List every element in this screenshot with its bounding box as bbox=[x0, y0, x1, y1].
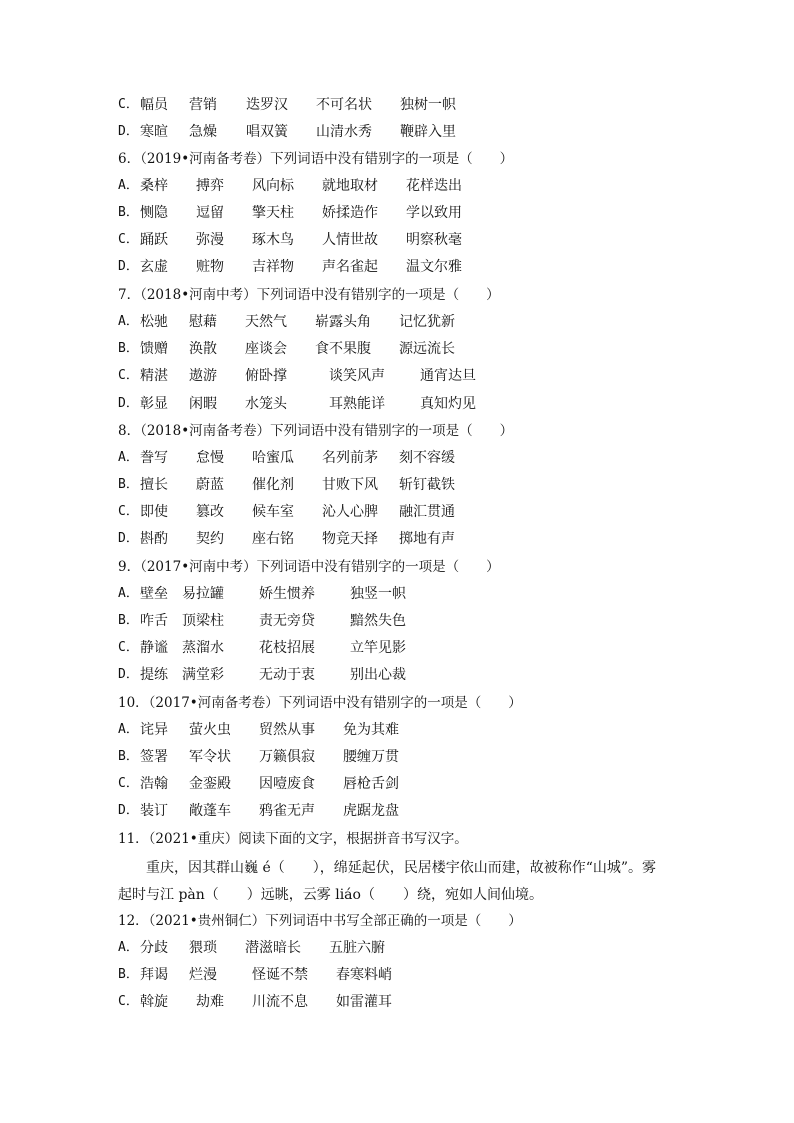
option-letter: D． bbox=[118, 803, 139, 818]
option-word: 弥漫 bbox=[196, 232, 224, 248]
option-word: 浩翰 bbox=[140, 776, 168, 792]
option-word: 斡旋 bbox=[140, 994, 168, 1010]
option-word: 腰缠万贯 bbox=[343, 749, 399, 765]
option-word: 烂漫 bbox=[189, 967, 217, 983]
option-letter: B． bbox=[118, 613, 139, 628]
option-letter: C． bbox=[118, 504, 139, 519]
option-word: 座谈会 bbox=[245, 341, 287, 357]
option-word: 契约 bbox=[196, 531, 224, 547]
option-word: 精湛 bbox=[140, 368, 168, 384]
option-word: 敞蓬车 bbox=[189, 803, 231, 819]
option-word: 提练 bbox=[140, 667, 168, 683]
option-letter: A． bbox=[118, 586, 139, 601]
option-word: 怪诞不禁 bbox=[252, 967, 308, 983]
option-word: 人情世故 bbox=[322, 232, 378, 248]
option-word: 风向标 bbox=[252, 178, 294, 194]
option-word: 易拉罐 bbox=[182, 586, 224, 602]
question-text: 6．（2019•河南备考卷）下列词语中没有错别字的一项是（ ） bbox=[118, 151, 514, 167]
question-text: 7．（2018•河南中考）下列词语中没有错别字的一项是（ ） bbox=[118, 287, 500, 303]
question-text: 10．（2017•河南备考卷）下列词语中没有错别字的一项是（ ） bbox=[118, 695, 522, 711]
option-word: 涣散 bbox=[189, 341, 217, 357]
option-word: 拜谒 bbox=[140, 967, 168, 983]
option-word: 就地取材 bbox=[322, 178, 378, 194]
option-word: 声名雀起 bbox=[322, 259, 378, 275]
question-text: 9．（2017•河南中考）下列词语中没有错别字的一项是（ ） bbox=[118, 559, 500, 575]
option-word: 誊写 bbox=[140, 450, 168, 466]
paragraph-text: 起时与江 pàn（ ）远眺，云雾 liáo（ ）绕，宛如人间仙境。 bbox=[118, 887, 543, 903]
option-word: 名列前茅 bbox=[322, 450, 378, 466]
option-word: 俯卧撑 bbox=[245, 368, 287, 384]
option-letter: A． bbox=[118, 314, 139, 329]
option-letter: C． bbox=[118, 97, 139, 112]
option-word: 顶梁柱 bbox=[182, 613, 224, 629]
option-word: 花样迭出 bbox=[406, 178, 462, 194]
option-word: 分歧 bbox=[140, 940, 168, 956]
option-word: 娇揉造作 bbox=[322, 205, 378, 221]
option-word: 融汇贯通 bbox=[399, 504, 455, 520]
option-word: 如雷灌耳 bbox=[336, 994, 392, 1010]
option-letter: B． bbox=[118, 205, 139, 220]
option-word: 娇生惯养 bbox=[259, 586, 315, 602]
option-word: 学以致用 bbox=[406, 205, 462, 221]
option-word: 虎踞龙盘 bbox=[343, 803, 399, 819]
option-word: 怠慢 bbox=[196, 450, 224, 466]
option-word: 搏弈 bbox=[196, 178, 224, 194]
option-word: 立竿见影 bbox=[350, 640, 406, 656]
option-word: 通宵达旦 bbox=[420, 368, 476, 384]
option-word: 潜滋暗长 bbox=[245, 940, 301, 956]
option-word: 明察秋毫 bbox=[406, 232, 462, 248]
option-word: 独竖一帜 bbox=[350, 586, 406, 602]
option-word: 咋舌 bbox=[140, 613, 168, 629]
option-letter: D． bbox=[118, 531, 139, 546]
option-letter: B． bbox=[118, 477, 139, 492]
option-word: 迭罗汉 bbox=[246, 97, 288, 113]
option-word: 逗留 bbox=[196, 205, 224, 221]
option-word: 因噎废食 bbox=[259, 776, 315, 792]
option-word: 哈蜜瓜 bbox=[252, 450, 294, 466]
option-word: 山清水秀 bbox=[316, 124, 372, 140]
option-word: 篡改 bbox=[196, 504, 224, 520]
option-word: 唇枪舌剑 bbox=[343, 776, 399, 792]
option-letter: C． bbox=[118, 640, 139, 655]
option-word: 静谧 bbox=[140, 640, 168, 656]
option-letter: C． bbox=[118, 994, 139, 1009]
option-word: 水笼头 bbox=[245, 396, 287, 412]
option-letter: D． bbox=[118, 124, 139, 139]
option-word: 满堂彩 bbox=[182, 667, 224, 683]
option-word: 责无旁贷 bbox=[259, 613, 315, 629]
option-word: 遨游 bbox=[189, 368, 217, 384]
option-word: 诧异 bbox=[140, 722, 168, 738]
option-word: 幅员 bbox=[140, 97, 168, 113]
option-word: 签署 bbox=[140, 749, 168, 765]
option-word: 掷地有声 bbox=[399, 531, 455, 547]
option-word: 座右铭 bbox=[252, 531, 294, 547]
option-word: 慰藉 bbox=[189, 314, 217, 330]
option-word: 物竞天择 bbox=[322, 531, 378, 547]
option-word: 馈赠 bbox=[140, 341, 168, 357]
option-word: 唱双簧 bbox=[246, 124, 288, 140]
option-letter: C． bbox=[118, 368, 139, 383]
option-word: 不可名状 bbox=[316, 97, 372, 113]
option-word: 吉祥物 bbox=[252, 259, 294, 275]
option-word: 松驰 bbox=[140, 314, 168, 330]
option-word: 桑梓 bbox=[140, 178, 168, 194]
option-word: 五脏六腑 bbox=[329, 940, 385, 956]
option-letter: B． bbox=[118, 749, 139, 764]
option-word: 鞭辟入里 bbox=[400, 124, 456, 140]
option-letter: D． bbox=[118, 667, 139, 682]
paragraph-text: 重庆，因其群山巍 é（ ），绵延起伏，民居楼宇依山而建，故被称作“山城”。雾 bbox=[146, 860, 657, 876]
option-word: 食不果腹 bbox=[315, 341, 371, 357]
option-word: 猥琐 bbox=[189, 940, 217, 956]
option-word: 赃物 bbox=[196, 259, 224, 275]
option-word: 即使 bbox=[140, 504, 168, 520]
option-letter: C． bbox=[118, 232, 139, 247]
option-word: 记忆犹新 bbox=[399, 314, 455, 330]
option-word: 免为其难 bbox=[343, 722, 399, 738]
option-letter: C． bbox=[118, 776, 139, 791]
option-word: 琢木鸟 bbox=[252, 232, 294, 248]
option-word: 萤火虫 bbox=[189, 722, 231, 738]
option-word: 擎天柱 bbox=[252, 205, 294, 221]
option-word: 恻隐 bbox=[140, 205, 168, 221]
option-word: 谈笑风声 bbox=[329, 368, 385, 384]
option-word: 踊跃 bbox=[140, 232, 168, 248]
option-word: 斩钉截铁 bbox=[399, 477, 455, 493]
option-word: 别出心裁 bbox=[350, 667, 406, 683]
option-word: 蔚蓝 bbox=[196, 477, 224, 493]
option-word: 天然气 bbox=[245, 314, 287, 330]
option-word: 营销 bbox=[189, 97, 217, 113]
option-letter: D． bbox=[118, 259, 139, 274]
option-letter: B． bbox=[118, 967, 139, 982]
option-word: 黯然失色 bbox=[350, 613, 406, 629]
option-word: 独树一帜 bbox=[400, 97, 456, 113]
option-word: 川流不息 bbox=[252, 994, 308, 1010]
option-word: 斟酌 bbox=[140, 531, 168, 547]
option-word: 真知灼见 bbox=[420, 396, 476, 412]
option-word: 玄虚 bbox=[140, 259, 168, 275]
option-word: 鸦雀无声 bbox=[259, 803, 315, 819]
option-word: 无动于衷 bbox=[259, 667, 315, 683]
question-text: 12．（2021•贵州铜仁）下列词语中书写全部正确的一项是（ ） bbox=[118, 913, 522, 929]
option-word: 温文尔雅 bbox=[406, 259, 462, 275]
question-text: 8．（2018•河南备考卷）下列词语中没有错别字的一项是（ ） bbox=[118, 423, 514, 439]
option-word: 万籁俱寂 bbox=[259, 749, 315, 765]
option-letter: D． bbox=[118, 396, 139, 411]
option-word: 蒸溜水 bbox=[182, 640, 224, 656]
option-word: 沁人心脾 bbox=[322, 504, 378, 520]
option-word: 崭露头角 bbox=[315, 314, 371, 330]
option-word: 源远流长 bbox=[399, 341, 455, 357]
option-word: 劫难 bbox=[196, 994, 224, 1010]
option-letter: A． bbox=[118, 722, 139, 737]
option-letter: B． bbox=[118, 341, 139, 356]
option-letter: A． bbox=[118, 450, 139, 465]
option-word: 军令状 bbox=[189, 749, 231, 765]
option-word: 壁垒 bbox=[140, 586, 168, 602]
option-word: 彰显 bbox=[140, 396, 168, 412]
option-word: 寒暄 bbox=[140, 124, 168, 140]
option-word: 装订 bbox=[140, 803, 168, 819]
option-word: 擅长 bbox=[140, 477, 168, 493]
option-word: 贸然从事 bbox=[259, 722, 315, 738]
option-letter: A． bbox=[118, 940, 139, 955]
option-letter: A． bbox=[118, 178, 139, 193]
question-text: 11．（2021•重庆）阅读下面的文字，根据拼音书写汉字。 bbox=[118, 831, 468, 847]
option-word: 花枝招展 bbox=[259, 640, 315, 656]
option-word: 耳熟能详 bbox=[329, 396, 385, 412]
option-word: 催化剂 bbox=[252, 477, 294, 493]
option-word: 急燥 bbox=[189, 124, 217, 140]
option-word: 春寒料峭 bbox=[336, 967, 392, 983]
option-word: 刻不容缓 bbox=[399, 450, 455, 466]
option-word: 甘败下风 bbox=[322, 477, 378, 493]
option-word: 金銮殿 bbox=[189, 776, 231, 792]
option-word: 闲暇 bbox=[189, 396, 217, 412]
option-word: 候车室 bbox=[252, 504, 294, 520]
